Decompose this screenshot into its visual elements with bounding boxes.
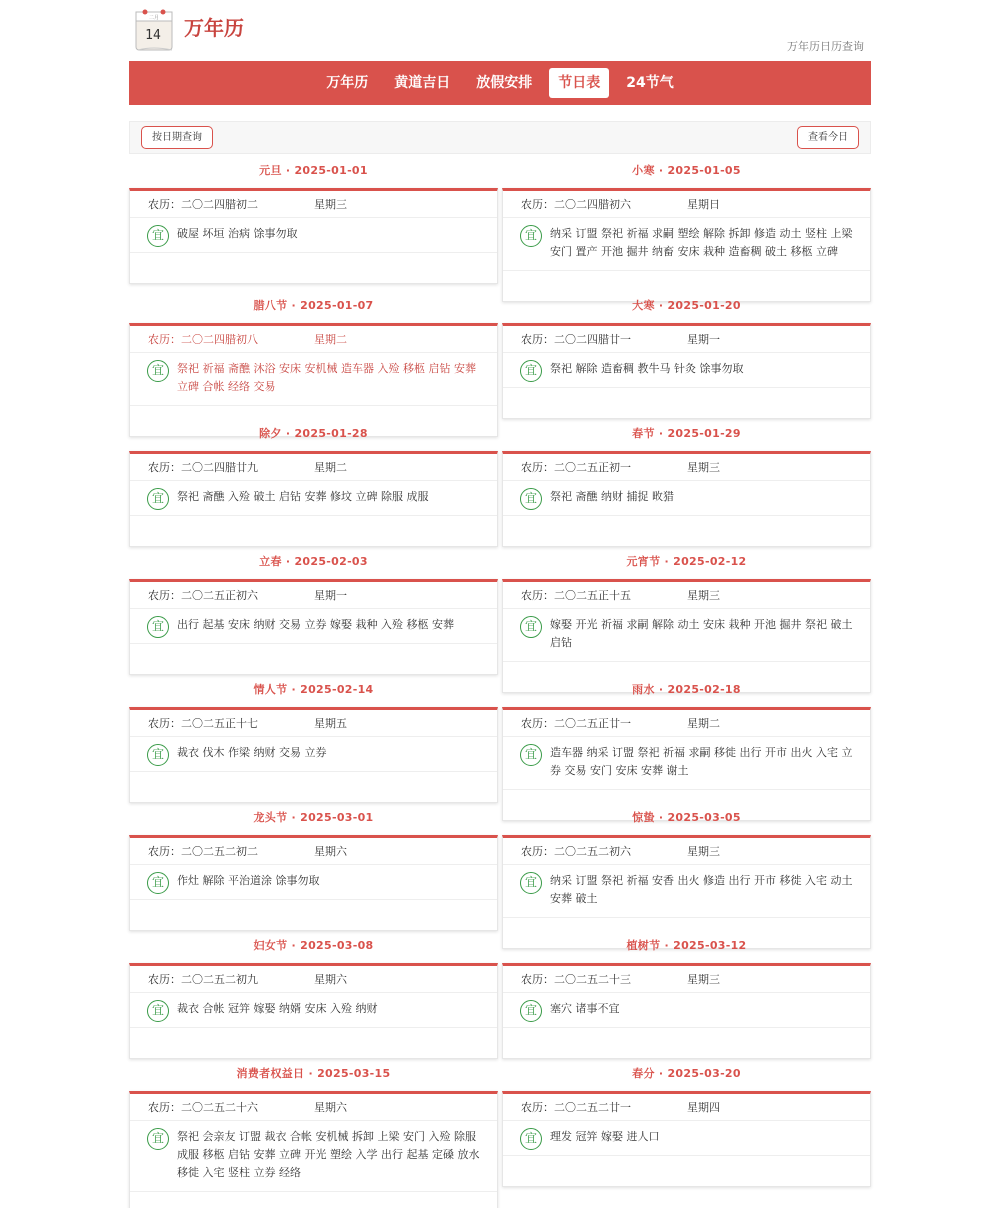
yi-text: 纳采 订盟 祭祀 祈福 求嗣 塑绘 解除 拆卸 修造 动土 竖柱 上梁 安门 置产 开池 掘井 纳畜 安床 栽种 造畜稠 破土 移柩 立碑: [550, 227, 853, 258]
festival-card: [502, 417, 871, 547]
svg-text:二月: 二月: [148, 15, 160, 21]
festival-card-body: [502, 451, 871, 547]
weekday: 星期三: [687, 973, 720, 986]
lunar-info-row: [503, 838, 870, 865]
yi-row: [130, 353, 497, 406]
card-footer-spacer: [503, 516, 870, 546]
festival-card-body: [129, 835, 498, 931]
lunar-info-row: [130, 966, 497, 993]
festival-title[interactable]: 春节 · 2025-01-29: [632, 427, 741, 440]
view-today-button[interactable]: 查看今日: [797, 126, 859, 149]
yi-text: 祭祀 斋醮 纳财 捕捉 畋猎: [550, 490, 674, 503]
lunar-date: 农历：二〇二四腊初二: [148, 198, 258, 211]
yi-row: [130, 865, 497, 900]
festival-card: [502, 673, 871, 821]
lunar-date: 农历：二〇二五正初一: [521, 461, 631, 474]
card-footer-spacer: [130, 1192, 497, 1208]
lunar-date: 农历：二〇二五二初九: [148, 973, 258, 986]
yi-icon: 宜: [520, 744, 542, 766]
festival-title[interactable]: 元旦 · 2025-01-01: [259, 164, 368, 177]
yi-icon: 宜: [147, 225, 169, 247]
weekday: 星期二: [314, 333, 347, 346]
lunar-date: 农历：二〇二五二十六: [148, 1101, 258, 1114]
festival-grid: [129, 154, 871, 1194]
calendar-logo-icon[interactable]: [133, 6, 177, 52]
card-footer-spacer: [503, 388, 870, 418]
yi-row: [503, 353, 870, 388]
yi-icon: 宜: [147, 616, 169, 638]
lunar-date: 农历：二〇二五二十三: [521, 973, 631, 986]
weekday: 星期六: [314, 973, 347, 986]
yi-icon: 宜: [147, 1000, 169, 1022]
yi-text: 祭祀 会亲友 订盟 裁衣 合帐 安机械 拆卸 上梁 安门 入殓 除服 成服 移柩 启钻 安葬 立碑 开光 塑绘 入学 出行 起基 定磉 放水 移徙 入宅 竖柱 立券 经络: [177, 1130, 480, 1179]
festival-title[interactable]: 腊八节 · 2025-01-07: [253, 299, 374, 312]
festival-card-body: [129, 1091, 498, 1208]
lunar-date: 农历：二〇二五二廿一: [521, 1101, 631, 1114]
yi-icon: 宜: [520, 225, 542, 247]
festival-title[interactable]: 惊蛰 · 2025-03-05: [632, 811, 741, 824]
lunar-info-row: [130, 838, 497, 865]
festival-card: [502, 289, 871, 419]
yi-row: [503, 737, 870, 790]
lunar-info-row: [503, 582, 870, 609]
yi-row: [503, 993, 870, 1028]
yi-row: [503, 1121, 870, 1156]
festival-title[interactable]: 元宵节 · 2025-02-12: [626, 555, 747, 568]
festival-card-body: [502, 1091, 871, 1187]
nav-item-holiday[interactable]: 放假安排: [476, 75, 533, 91]
festival-title[interactable]: 除夕 · 2025-01-28: [259, 427, 368, 440]
festival-title[interactable]: 大寒 · 2025-01-20: [632, 299, 741, 312]
festival-card: [129, 417, 498, 547]
festival-title[interactable]: 小寒 · 2025-01-05: [632, 164, 741, 177]
yi-row: [130, 218, 497, 253]
festival-card: [129, 545, 498, 675]
festival-card-body: [129, 707, 498, 803]
card-footer-spacer: [503, 1156, 870, 1186]
festival-card: [129, 1057, 498, 1208]
toolbar: [129, 121, 871, 154]
card-footer-spacer: [130, 772, 497, 802]
festival-card: [129, 801, 498, 931]
main-nav: [129, 61, 871, 105]
lunar-info-row: [130, 454, 497, 481]
nav-item-festival-table[interactable]: 节日表: [549, 68, 609, 98]
lunar-info-row: [130, 1094, 497, 1121]
yi-text: 理发 冠笄 嫁娶 进人口: [550, 1130, 660, 1143]
yi-text: 祭祀 祈福 斋醮 沐浴 安床 安机械 造车器 入殓 移柩 启钻 安葬 立碑 合帐 经络 交易: [177, 362, 476, 393]
yi-icon: 宜: [520, 1128, 542, 1150]
festival-card: [129, 673, 498, 803]
lunar-date: 农历：二〇二四腊初八: [148, 333, 258, 346]
lunar-info-row: [503, 454, 870, 481]
lunar-info-row: [503, 1094, 870, 1121]
query-by-date-button[interactable]: 按日期查询: [141, 126, 213, 149]
card-footer-spacer: [130, 644, 497, 674]
lunar-date: 农历：二〇二五正十五: [521, 589, 631, 602]
yi-row: [503, 218, 870, 271]
card-footer-spacer: [130, 253, 497, 283]
lunar-info-row: [130, 326, 497, 353]
yi-row: [130, 481, 497, 516]
nav-item-huangdao[interactable]: 黄道吉日: [394, 75, 451, 91]
weekday: 星期三: [314, 198, 347, 211]
site-subtitle: 万年历日历查询: [787, 40, 864, 53]
yi-icon: 宜: [520, 872, 542, 894]
festival-card: [502, 1057, 871, 1187]
svg-text:14: 14: [145, 28, 161, 43]
festival-title[interactable]: 消费者权益日 · 2025-03-15: [236, 1067, 391, 1080]
lunar-info-row: [503, 326, 870, 353]
site-title[interactable]: 万年历: [184, 16, 244, 40]
festival-title[interactable]: 情人节 · 2025-02-14: [253, 683, 374, 696]
yi-icon: 宜: [147, 360, 169, 382]
weekday: 星期二: [687, 717, 720, 730]
festival-card: [502, 929, 871, 1059]
yi-icon: 宜: [147, 488, 169, 510]
festival-card-body: [129, 451, 498, 547]
nav-item-solar-terms[interactable]: 24节气: [626, 75, 674, 91]
festival-card-body: [129, 963, 498, 1059]
lunar-info-row: [503, 191, 870, 218]
festival-title[interactable]: 龙头节 · 2025-03-01: [253, 811, 374, 824]
festival-card: [129, 289, 498, 437]
nav-item-wannianli[interactable]: 万年历: [326, 75, 369, 91]
lunar-info-row: [130, 710, 497, 737]
card-footer-spacer: [130, 516, 497, 546]
festival-title[interactable]: 雨水 · 2025-02-18: [632, 683, 741, 696]
lunar-date: 农历：二〇二五正初六: [148, 589, 258, 602]
festival-title[interactable]: 春分 · 2025-03-20: [632, 1067, 741, 1080]
weekday: 星期三: [687, 461, 720, 474]
yi-text: 作灶 解除 平治道涂 馀事勿取: [177, 874, 320, 887]
weekday: 星期三: [687, 845, 720, 858]
lunar-info-row: [130, 582, 497, 609]
yi-row: [130, 1121, 497, 1192]
lunar-date: 农历：二〇二五二初二: [148, 845, 258, 858]
weekday: 星期一: [314, 589, 347, 602]
lunar-date: 农历：二〇二四腊廿一: [521, 333, 631, 346]
lunar-date: 农历：二〇二五正廿一: [521, 717, 631, 730]
yi-text: 嫁娶 开光 祈福 求嗣 解除 动土 安床 栽种 开池 掘井 祭祀 破土 启钻: [550, 618, 853, 649]
weekday: 星期日: [687, 198, 720, 211]
festival-card: [502, 801, 871, 949]
festival-title[interactable]: 妇女节 · 2025-03-08: [253, 939, 374, 952]
page-container: [129, 0, 871, 1194]
yi-text: 祭祀 解除 造畜稠 教牛马 针灸 馀事勿取: [550, 362, 744, 375]
weekday: 星期六: [314, 1101, 347, 1114]
yi-text: 纳采 订盟 祭祀 祈福 安香 出火 修造 出行 开市 移徙 入宅 动土 安葬 破土: [550, 874, 853, 905]
weekday: 星期二: [314, 461, 347, 474]
festival-card: [502, 154, 871, 302]
yi-row: [503, 865, 870, 918]
yi-row: [503, 609, 870, 662]
yi-text: 裁衣 伐木 作梁 纳财 交易 立券: [177, 746, 327, 759]
lunar-info-row: [503, 710, 870, 737]
yi-text: 裁衣 合帐 冠笄 嫁娶 纳婿 安床 入殓 纳财: [177, 1002, 378, 1015]
lunar-info-row: [130, 191, 497, 218]
card-footer-spacer: [503, 1028, 870, 1058]
yi-text: 塞穴 诸事不宜: [550, 1002, 620, 1015]
lunar-date: 农历：二〇二四腊廿九: [148, 461, 258, 474]
card-footer-spacer: [130, 1028, 497, 1058]
card-footer-spacer: [130, 900, 497, 930]
yi-row: [503, 481, 870, 516]
yi-row: [130, 993, 497, 1028]
yi-row: [130, 609, 497, 644]
yi-icon: 宜: [520, 488, 542, 510]
yi-row: [130, 737, 497, 772]
festival-card-body: [502, 963, 871, 1059]
festival-card-body: [129, 188, 498, 284]
festival-title[interactable]: 植树节 · 2025-03-12: [626, 939, 747, 952]
weekday: 星期五: [314, 717, 347, 730]
festival-card-body: [502, 188, 871, 302]
festival-card-body: [502, 323, 871, 419]
weekday: 星期六: [314, 845, 347, 858]
festival-card-body: [129, 579, 498, 675]
yi-text: 祭祀 斋醮 入殓 破土 启钻 安葬 修坟 立碑 除服 成服: [177, 490, 429, 503]
yi-icon: 宜: [520, 616, 542, 638]
yi-icon: 宜: [520, 360, 542, 382]
yi-text: 破屋 坏垣 治病 馀事勿取: [177, 227, 298, 240]
lunar-date: 农历：二〇二五二初六: [521, 845, 631, 858]
yi-icon: 宜: [147, 872, 169, 894]
festival-card: [502, 545, 871, 693]
weekday: 星期三: [687, 589, 720, 602]
weekday: 星期一: [687, 333, 720, 346]
yi-icon: 宜: [147, 1128, 169, 1150]
weekday: 星期四: [687, 1101, 720, 1114]
site-header: [129, 0, 871, 61]
lunar-date: 农历：二〇二四腊初六: [521, 198, 631, 211]
yi-icon: 宜: [520, 1000, 542, 1022]
lunar-info-row: [503, 966, 870, 993]
yi-text: 出行 起基 安床 纳财 交易 立券 嫁娶 栽种 入殓 移柩 安葬: [177, 618, 454, 631]
festival-card: [129, 154, 498, 284]
yi-icon: 宜: [147, 744, 169, 766]
lunar-date: 农历：二〇二五正十七: [148, 717, 258, 730]
yi-text: 造车器 纳采 订盟 祭祀 祈福 求嗣 移徙 出行 开市 出火 入宅 立券 交易 安门 安床 安葬 谢土: [550, 746, 853, 777]
festival-card: [129, 929, 498, 1059]
festival-title[interactable]: 立春 · 2025-02-03: [259, 555, 368, 568]
